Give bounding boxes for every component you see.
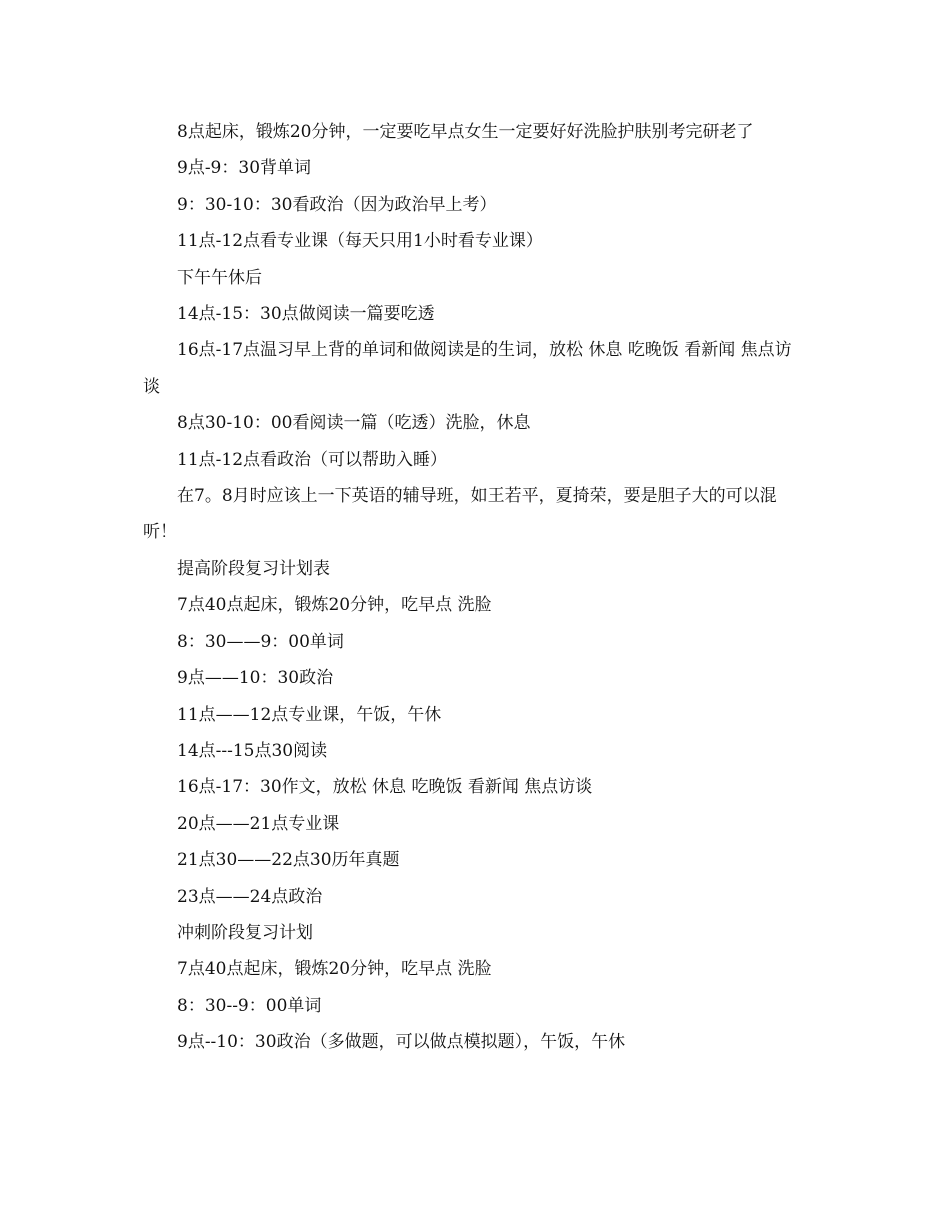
paragraph-tutoring-advice: 在7。8月时应该上一下英语的辅导班，如王若平，夏掎荣，要是胆子大的可以混听！ (143, 486, 777, 543)
paragraph-improve-major: 11点——12点专业课，午饭，午休 (177, 704, 442, 725)
paragraph-major-course: 11点-12点看专业课（每天只用1小时看专业课） (177, 231, 543, 252)
paragraph-reading-afternoon: 14点-15：30点做阅读一篇要吃透 (177, 304, 435, 325)
paragraph-afternoon-nap: 下午午休后 (177, 267, 262, 288)
paragraph-sprint-politics: 9点--10：30政治（多做题，可以做点模拟题），午饭，午休 (177, 1032, 626, 1053)
paragraph-improve-wake-up: 7点40点起床，锻炼20分钟，吃早点 洗脸 (177, 595, 492, 616)
paragraph-evening-reading: 8点30-10：00看阅读一篇（吃透）洗脸，休息 (177, 413, 531, 434)
document-body (143, 114, 808, 1061)
paragraph-improve-politics-night: 23点——24点政治 (177, 886, 323, 907)
paragraph-politics-morning: 9：30-10：30看政治（因为政治早上考） (177, 194, 497, 215)
paragraph-improve-writing: 16点-17：30作文，放松 休息 吃晚饭 看新闻 焦点访谈 (177, 777, 593, 798)
paragraph-wake-up-schedule: 8点起床，锻炼20分钟，一定要吃早点女生一定要好好洗脸护肤别考完研老了 (177, 122, 754, 142)
paragraph-vocabulary-morning: 9点-9：30背单词 (177, 158, 312, 179)
section-heading-sprint-plan: 冲刺阶段复习计划 (177, 922, 313, 943)
paragraph-improve-past-exams: 21点30——22点30历年真题 (177, 850, 400, 871)
paragraph-improve-words: 8：30——9：00单词 (177, 631, 344, 652)
paragraph-sprint-wake-up: 7点40点起床，锻炼20分钟，吃早点 洗脸 (177, 959, 492, 980)
paragraph-politics-night: 11点-12点看政治（可以帮助入睡） (177, 449, 448, 470)
paragraph-sprint-words: 8：30--9：00单词 (177, 995, 322, 1016)
paragraph-improve-reading: 14点---15点30阅读 (177, 740, 328, 761)
paragraph-review-words: 16点-17点温习早上背的单词和做阅读是的生词，放松 休息 吃晚饭 看新闻 焦点访谈 (143, 340, 792, 397)
section-heading-improvement-plan: 提高阶段复习计划表 (177, 558, 330, 579)
paragraph-improve-politics: 9点——10：30政治 (177, 668, 334, 689)
paragraph-improve-major-evening: 20点——21点专业课 (177, 813, 340, 834)
